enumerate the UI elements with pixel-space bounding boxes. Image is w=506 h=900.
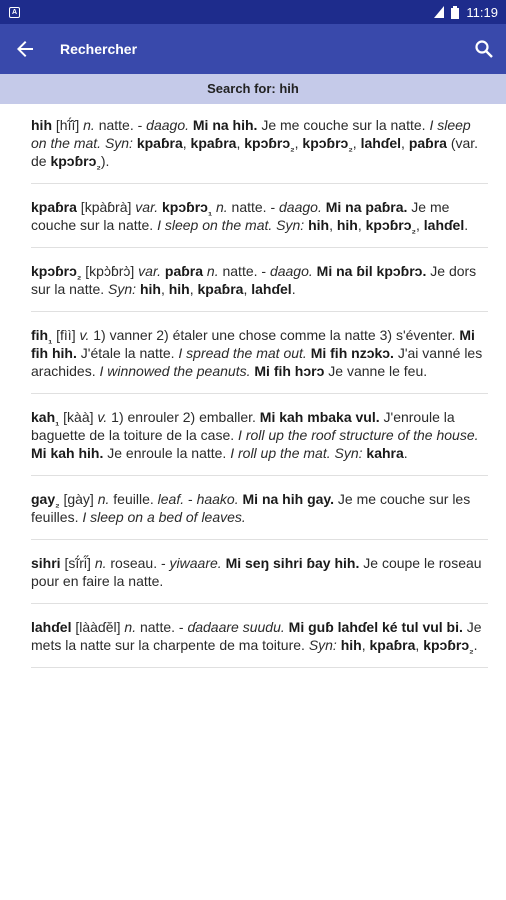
- app-bar: [0, 24, 506, 74]
- arrow-left-icon: [16, 40, 34, 58]
- list-item[interactable]: kah$_{_1}$ [kàà] v. 1) enrouler 2) emballer. Mi kah mbaka vul. J'enroule la baguette de la toiture de la case. I roll up the roof structure of the house. Mi kah hih. Je enroule la natte. I roll up the mat. Syn: kahra.: [31, 408, 488, 476]
- list-item[interactable]: kpaɓra [kpàɓrà] var. kpɔɓrɔ$_{_1}$ n. natte. - daago. Mi na paɓra. Je me couche sur la natte. I sleep on the mat. Syn: hih, hih, kpɔɓrɔ$_{_2}$, lahɗel.: [31, 198, 488, 248]
- search-button[interactable]: [472, 37, 496, 61]
- clock: 11:19: [466, 4, 498, 20]
- signal-icon: [434, 6, 444, 18]
- list-item[interactable]: gay$_{_2}$ [gày] n. feuille. leaf. - haako. Mi na hih gay. Je me couche sur les feuilles. I sleep on a bed of leaves.: [31, 490, 488, 540]
- back-button[interactable]: [14, 38, 36, 60]
- list-item[interactable]: sihri [sĩ́ri̋] n. roseau. - yiwaare. Mi seŋ sihri ɓay hih. Je coupe le roseau pour en faire la natte.: [31, 554, 488, 604]
- search-icon: [475, 40, 493, 58]
- list-item[interactable]: hih [hĩ́ĩ] n. natte. - daago. Mi na hih. Je me couche sur la natte. I sleep on the mat. Syn: kpaɓra, kpaɓra, kpɔɓrɔ$_{_2}$, kpɔɓrɔ$_{_2}$, lahɗel, paɓra (var. de kpɔɓrɔ$_{_2}$).: [31, 116, 488, 184]
- search-term-banner: Search for: hih: [0, 74, 506, 104]
- results-list: [0, 104, 506, 668]
- list-item[interactable]: fih$_{_1}$ [fìì] v. 1) vanner 2) étaler une chose comme la natte 3) s'éventer. Mi fih hih. J'étale la natte. I spread the mat out. Mi fih nzɔkɔ. J'ai vanné les arachides. I winnowed the peanuts. Mi fih hɔrɔ Je vanne le feu.: [31, 326, 488, 394]
- status-right: [434, 5, 498, 20]
- list-item[interactable]: kpɔɓrɔ$_{_2}$ [kpɔ̀ɓrɔ̀] var. paɓra n. natte. - daago. Mi na ɓil kpɔɓrɔ. Je dors sur la natte. Syn: hih, hih, kpaɓra, lahɗel.: [31, 262, 488, 312]
- status-bar: [0, 0, 506, 24]
- notification-icon: A: [9, 7, 20, 18]
- battery-icon: [451, 6, 459, 19]
- page-title: Rechercher: [60, 41, 138, 57]
- list-item[interactable]: lahɗel [lààɗĕl] n. natte. - ɗadaare suudu. Mi guɓ lahɗel ké tul vul bi. Je mets la natte sur la charpente de ma toiture. Syn: hih, kpaɓra, kpɔɓrɔ$_{_2}$.: [31, 618, 488, 668]
